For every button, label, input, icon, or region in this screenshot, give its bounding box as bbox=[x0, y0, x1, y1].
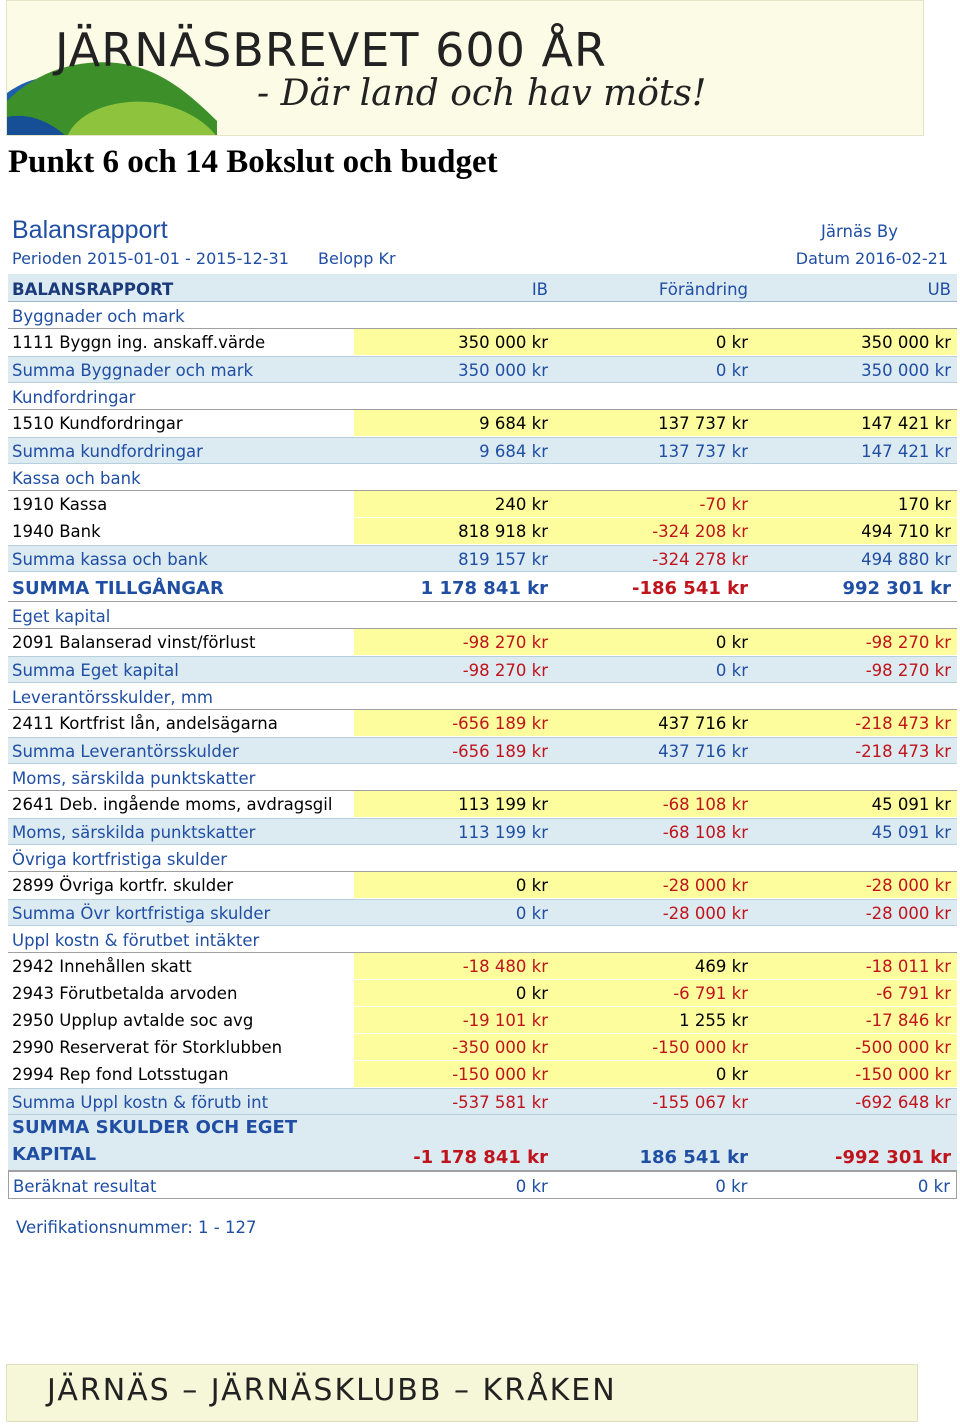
row-label: 2641 Deb. ingående moms, avdragsgil bbox=[8, 791, 354, 817]
row-label: 2990 Reserverat för Storklubben bbox=[8, 1034, 354, 1060]
row-label: SUMMA TILLGÅNGAR bbox=[12, 578, 224, 599]
row-change-value: 0 kr bbox=[715, 1177, 748, 1196]
row-label: 2899 Övriga kortfr. skulder bbox=[8, 872, 354, 898]
row-change-value: 0 kr bbox=[554, 329, 754, 355]
row-ub-value bbox=[754, 707, 957, 709]
row-change-value: 437 716 kr bbox=[554, 710, 754, 736]
row-change-value: -150 000 kr bbox=[554, 1034, 754, 1060]
row-change-value: 186 541 kr bbox=[639, 1147, 748, 1168]
row-change-value: -324 278 kr bbox=[652, 550, 748, 569]
row-ib-value: 1 178 841 kr bbox=[420, 578, 548, 599]
row-ib-value: 350 000 kr bbox=[458, 361, 548, 380]
group-heading-row bbox=[8, 464, 957, 491]
report-title: Balansrapport bbox=[12, 216, 168, 244]
row-change-value: 0 kr bbox=[554, 1061, 754, 1087]
row-ub-value: -692 648 kr bbox=[855, 1093, 951, 1112]
report-period: Perioden 2015-01-01 - 2015-12-31 bbox=[12, 249, 289, 268]
row-label: Moms, särskilda punktskatter bbox=[12, 769, 256, 788]
sum-row bbox=[8, 899, 957, 926]
row-ub-value: 170 kr bbox=[754, 491, 957, 517]
row-change-value bbox=[554, 788, 754, 790]
row-change-value bbox=[554, 869, 754, 871]
total-row bbox=[8, 1115, 957, 1171]
row-label: 2411 Kortfrist lån, andelsägarna bbox=[8, 710, 354, 736]
row-change-value: 137 737 kr bbox=[658, 442, 748, 461]
sum-row bbox=[8, 545, 957, 572]
row-change-value: 469 kr bbox=[554, 953, 754, 979]
banner-subtitle: - Där land och hav möts! bbox=[257, 73, 707, 114]
account-row bbox=[8, 710, 957, 737]
row-ub-value: -992 301 kr bbox=[835, 1147, 951, 1168]
account-row bbox=[8, 791, 957, 818]
row-ib-value bbox=[354, 326, 554, 328]
row-ub-value bbox=[754, 950, 957, 952]
row-ib-value: -98 270 kr bbox=[354, 629, 554, 655]
row-change-value: 1 255 kr bbox=[554, 1007, 754, 1033]
account-row bbox=[8, 872, 957, 899]
row-ib-value: -537 581 kr bbox=[452, 1093, 548, 1112]
row-ib-value: 0 kr bbox=[354, 980, 554, 1006]
row-ub-value bbox=[754, 626, 957, 628]
row-label: Övriga kortfristiga skulder bbox=[12, 850, 228, 869]
report-organization: Järnäs By bbox=[821, 222, 898, 241]
row-ub-value: -98 270 kr bbox=[754, 629, 957, 655]
balance-table bbox=[8, 274, 957, 1199]
row-ub-value: 45 091 kr bbox=[754, 791, 957, 817]
row-ub-value: -28 000 kr bbox=[865, 904, 951, 923]
sum-row bbox=[8, 818, 957, 845]
row-label: Summa Byggnader och mark bbox=[12, 361, 254, 380]
group-heading-row bbox=[8, 602, 957, 629]
row-ib-value: 819 157 kr bbox=[458, 550, 548, 569]
column-header-ib: IB bbox=[531, 280, 548, 299]
row-label: 2943 Förutbetalda arvoden bbox=[8, 980, 354, 1006]
row-ub-value: -500 000 kr bbox=[754, 1034, 957, 1060]
banner-title: JÄRNÄSBREVET 600 ÅR bbox=[55, 23, 607, 77]
row-ub-value: -98 270 kr bbox=[865, 661, 951, 680]
sum-row bbox=[8, 656, 957, 683]
row-label: 1111 Byggn ing. anskaff.värde bbox=[8, 329, 354, 355]
row-ib-value bbox=[354, 707, 554, 709]
row-ub-value: 45 091 kr bbox=[871, 823, 951, 842]
row-change-value: -68 108 kr bbox=[554, 791, 754, 817]
account-row bbox=[8, 1034, 957, 1061]
sum-row bbox=[8, 437, 957, 464]
row-change-value: 0 kr bbox=[715, 361, 748, 380]
row-ib-value: 0 kr bbox=[354, 872, 554, 898]
row-ib-value: -150 000 kr bbox=[354, 1061, 554, 1087]
account-row bbox=[8, 629, 957, 656]
account-row bbox=[8, 1007, 957, 1034]
row-change-value: 437 716 kr bbox=[658, 742, 748, 761]
row-label: Summa Eget kapital bbox=[12, 661, 179, 680]
row-label: Kundfordringar bbox=[12, 388, 136, 407]
row-label: Summa Övr kortfristiga skulder bbox=[12, 904, 271, 923]
row-ub-value: 0 kr bbox=[917, 1177, 950, 1196]
row-ub-value: -150 000 kr bbox=[754, 1061, 957, 1087]
row-label: Summa kundfordringar bbox=[12, 442, 203, 461]
row-ib-value: 350 000 kr bbox=[354, 329, 554, 355]
row-ib-value bbox=[354, 869, 554, 871]
report-amount-label: Belopp Kr bbox=[318, 249, 396, 268]
group-heading-row bbox=[8, 764, 957, 791]
row-ib-value: -656 189 kr bbox=[354, 710, 554, 736]
row-ib-value: 113 199 kr bbox=[354, 791, 554, 817]
row-change-value: 137 737 kr bbox=[554, 410, 754, 436]
row-label: Kassa och bank bbox=[12, 469, 141, 488]
row-label: Moms, särskilda punktskatter bbox=[12, 823, 256, 842]
group-heading-row bbox=[8, 683, 957, 710]
column-header-change: Förändring bbox=[658, 280, 748, 299]
row-change-value: 0 kr bbox=[715, 661, 748, 680]
row-label: Uppl kostn & förutbet intäkter bbox=[12, 931, 260, 950]
total-row bbox=[8, 572, 957, 602]
row-ub-value bbox=[754, 407, 957, 409]
result-row bbox=[8, 1171, 957, 1199]
row-ib-value: 0 kr bbox=[515, 904, 548, 923]
row-ib-value: -350 000 kr bbox=[354, 1034, 554, 1060]
row-ib-value: -98 270 kr bbox=[462, 661, 548, 680]
row-ib-value: -19 101 kr bbox=[354, 1007, 554, 1033]
row-label: Summa Uppl kostn & förutb int bbox=[12, 1093, 269, 1112]
row-label: 1510 Kundfordringar bbox=[8, 410, 354, 436]
row-ub-value: 350 000 kr bbox=[861, 361, 951, 380]
group-heading-row bbox=[8, 302, 957, 329]
column-header-label: BALANSRAPPORT bbox=[12, 280, 174, 299]
sum-row bbox=[8, 356, 957, 383]
row-change-value bbox=[554, 707, 754, 709]
row-change-value bbox=[554, 326, 754, 328]
row-ub-value: -17 846 kr bbox=[754, 1007, 957, 1033]
row-ub-value: 992 301 kr bbox=[842, 578, 951, 599]
row-ib-value bbox=[354, 950, 554, 952]
row-label: Eget kapital bbox=[12, 607, 111, 626]
column-header-ub: UB bbox=[927, 280, 951, 299]
row-ub-value: 147 421 kr bbox=[754, 410, 957, 436]
row-label: Beräknat resultat bbox=[13, 1177, 157, 1196]
row-label: 2942 Innehållen skatt bbox=[8, 953, 354, 979]
row-change-value: -324 208 kr bbox=[554, 518, 754, 544]
row-ib-value: -656 189 kr bbox=[452, 742, 548, 761]
row-change-value: -6 791 kr bbox=[554, 980, 754, 1006]
row-change-value bbox=[554, 407, 754, 409]
row-ib-value: -18 480 kr bbox=[354, 953, 554, 979]
row-change-value: -186 541 kr bbox=[632, 578, 748, 599]
row-ub-value: 494 710 kr bbox=[754, 518, 957, 544]
row-ib-value: 818 918 kr bbox=[354, 518, 554, 544]
bottom-banner bbox=[6, 1364, 918, 1422]
row-ib-value: 0 kr bbox=[515, 1177, 548, 1196]
row-ib-value bbox=[354, 488, 554, 490]
account-row bbox=[8, 1061, 957, 1088]
row-ub-value: -218 473 kr bbox=[855, 742, 951, 761]
row-ub-value: -6 791 kr bbox=[754, 980, 957, 1006]
verification-numbers: Verifikationsnummer: 1 - 127 bbox=[16, 1218, 257, 1237]
row-ib-value: 240 kr bbox=[354, 491, 554, 517]
account-row bbox=[8, 980, 957, 1007]
row-label: 1910 Kassa bbox=[8, 491, 354, 517]
row-ub-value bbox=[754, 326, 957, 328]
row-change-value: -155 067 kr bbox=[652, 1093, 748, 1112]
row-ub-value: -18 011 kr bbox=[754, 953, 957, 979]
account-row bbox=[8, 518, 957, 545]
row-ub-value: 147 421 kr bbox=[861, 442, 951, 461]
row-ib-value bbox=[354, 626, 554, 628]
row-ib-value: 113 199 kr bbox=[458, 823, 548, 842]
group-heading-row bbox=[8, 383, 957, 410]
row-ib-value: 9 684 kr bbox=[479, 442, 548, 461]
footer-text: JÄRNÄS – JÄRNÄSKLUBB – KRÅKEN bbox=[47, 1373, 617, 1408]
row-label: Leverantörsskulder, mm bbox=[12, 688, 213, 707]
row-ub-value: 494 880 kr bbox=[861, 550, 951, 569]
row-label: 1940 Bank bbox=[8, 518, 354, 544]
row-label: Summa Leverantörsskulder bbox=[12, 742, 239, 761]
account-row bbox=[8, 329, 957, 356]
page-title: Punkt 6 och 14 Bokslut och budget bbox=[8, 144, 498, 180]
sum-row bbox=[8, 1088, 957, 1115]
row-label: Summa kassa och bank bbox=[12, 550, 208, 569]
group-heading-row bbox=[8, 845, 957, 872]
row-ib-value bbox=[354, 407, 554, 409]
account-row bbox=[8, 410, 957, 437]
row-change-value: -28 000 kr bbox=[554, 872, 754, 898]
row-change-value bbox=[554, 626, 754, 628]
row-label: 2950 Upplup avtalde soc avg bbox=[8, 1007, 354, 1033]
row-change-value: -70 kr bbox=[554, 491, 754, 517]
row-label: 2994 Rep fond Lotsstugan bbox=[8, 1061, 354, 1087]
row-change-value bbox=[554, 488, 754, 490]
row-ub-value bbox=[754, 869, 957, 871]
row-label: Byggnader och mark bbox=[12, 307, 185, 326]
group-heading-row bbox=[8, 926, 957, 953]
sum-row bbox=[8, 737, 957, 764]
row-ub-value: 350 000 kr bbox=[754, 329, 957, 355]
row-label: SUMMA SKULDER OCH EGET KAPITAL bbox=[12, 1117, 298, 1165]
row-ib-value: -1 178 841 kr bbox=[413, 1147, 548, 1168]
top-banner bbox=[6, 0, 924, 136]
account-row bbox=[8, 953, 957, 980]
row-ib-value bbox=[354, 788, 554, 790]
row-change-value: 0 kr bbox=[554, 629, 754, 655]
row-label: 2091 Balanserad vinst/förlust bbox=[8, 629, 354, 655]
row-ib-value: 9 684 kr bbox=[354, 410, 554, 436]
row-change-value: -68 108 kr bbox=[662, 823, 748, 842]
row-ub-value: -28 000 kr bbox=[754, 872, 957, 898]
row-ub-value bbox=[754, 488, 957, 490]
account-row bbox=[8, 491, 957, 518]
table-header-row bbox=[8, 274, 957, 302]
row-ub-value bbox=[754, 788, 957, 790]
report-date: Datum 2016-02-21 bbox=[795, 249, 948, 268]
row-ub-value: -218 473 kr bbox=[754, 710, 957, 736]
row-change-value: -28 000 kr bbox=[662, 904, 748, 923]
row-change-value bbox=[554, 950, 754, 952]
